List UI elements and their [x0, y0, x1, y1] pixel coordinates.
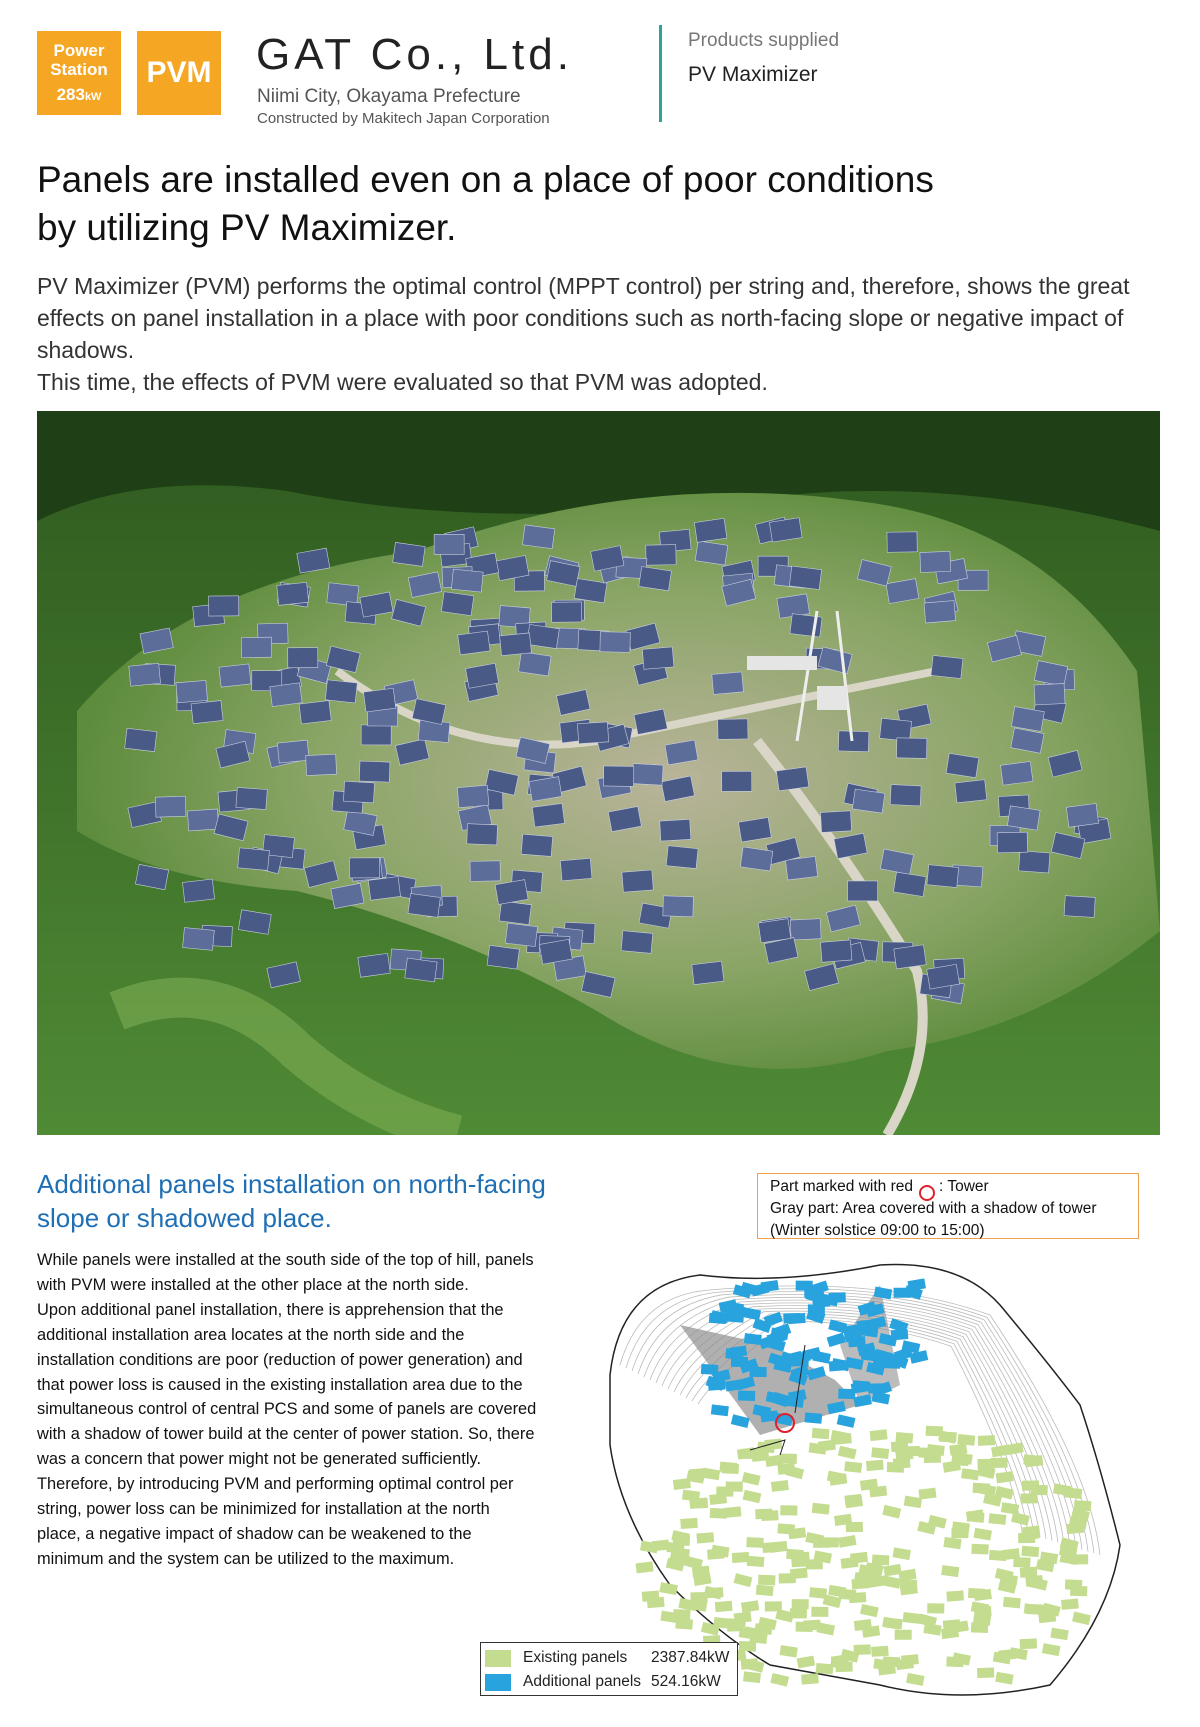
- existing-panel: [724, 1506, 742, 1518]
- existing-panel: [990, 1458, 1007, 1468]
- existing-panel: [866, 1460, 884, 1471]
- existing-panel: [943, 1619, 961, 1630]
- photo-panel: [470, 861, 500, 882]
- key-additional-label: Additional panels: [523, 1673, 642, 1690]
- photo-panel: [487, 945, 519, 969]
- photo-panel: [931, 655, 963, 678]
- layout-map: [580, 1165, 1180, 1722]
- blue-swatch-icon: [485, 1674, 511, 1691]
- badge-line2: Station: [50, 60, 108, 79]
- photo-panel: [560, 858, 592, 880]
- photo-panel: [408, 894, 440, 918]
- photo-panel: [695, 541, 728, 565]
- photo-panel: [785, 856, 817, 880]
- photo-panel: [467, 824, 498, 845]
- existing-panel: [887, 1462, 904, 1473]
- photo-panel: [887, 532, 917, 552]
- photo-panel: [838, 731, 869, 752]
- photo-panel: [666, 846, 698, 869]
- page-headline: [37, 156, 1167, 252]
- layout-map-graphic: [580, 1165, 1180, 1722]
- photo-panel: [712, 672, 744, 695]
- photo-panel: [176, 680, 208, 702]
- existing-panel: [971, 1622, 988, 1633]
- existing-panel: [844, 1494, 862, 1506]
- existing-panel: [765, 1601, 782, 1611]
- photo-panel: [621, 931, 653, 954]
- existing-panel: [903, 1446, 920, 1456]
- existing-panel: [846, 1522, 863, 1532]
- photo-panel: [325, 680, 357, 703]
- additional-panel: [731, 1357, 748, 1367]
- existing-panel: [844, 1461, 862, 1473]
- headline-line2: by utilizing PV Maximizer.: [37, 207, 457, 248]
- section-body: [37, 1248, 537, 1572]
- existing-panel: [1020, 1567, 1038, 1578]
- existing-panel: [854, 1619, 872, 1631]
- photo-panel: [1066, 803, 1098, 827]
- photo-panel: [457, 785, 489, 807]
- existing-panel: [803, 1620, 821, 1631]
- photo-panel: [187, 809, 218, 831]
- existing-panel: [777, 1523, 795, 1534]
- photo-panel: [288, 648, 318, 668]
- existing-panel: [691, 1498, 708, 1509]
- key-existing: [485, 1646, 733, 1670]
- key-additional: [485, 1670, 733, 1694]
- photo-panel: [451, 569, 483, 592]
- photo-panel: [191, 701, 223, 724]
- photo-panel: [639, 567, 672, 591]
- additional-panel: [738, 1390, 755, 1400]
- photo-panel: [277, 740, 309, 763]
- existing-panel: [988, 1513, 1006, 1525]
- existing-panel: [743, 1671, 761, 1683]
- existing-panel: [974, 1606, 992, 1617]
- existing-panel: [635, 1561, 653, 1573]
- company-location: Niimi City, Okayama Prefecture: [257, 86, 521, 107]
- existing-panel: [790, 1608, 807, 1618]
- existing-panel: [918, 1488, 936, 1500]
- existing-panel: [849, 1592, 867, 1603]
- photo-panel: [518, 652, 551, 676]
- photo-panel: [740, 847, 773, 871]
- photo-panel: [458, 631, 490, 655]
- photo-panel: [505, 923, 537, 946]
- photo-panel: [532, 803, 564, 827]
- existing-panel: [770, 1673, 789, 1687]
- existing-panel: [967, 1511, 985, 1523]
- existing-panel: [939, 1432, 956, 1443]
- intro-paragraph-1: PV Maximizer (PVM) performs the optimal control (MPPT control) per string and, therefore, shows the great effects on panel installation in a place with poor conditions such as north-facing slope or negative impact of shadows.: [37, 273, 1130, 363]
- existing-panel: [1021, 1546, 1039, 1557]
- existing-panel: [706, 1587, 724, 1598]
- photo-panel: [359, 761, 390, 782]
- section-heading: Additional panels installation on north-facing slope or shadowed place.: [37, 1169, 546, 1233]
- map-key: [480, 1642, 738, 1696]
- photo-panel: [236, 787, 267, 809]
- key-additional-value: 524.16kW: [651, 1673, 721, 1690]
- additional-panel: [868, 1383, 885, 1393]
- key-existing-label: Existing panels: [523, 1649, 628, 1666]
- photo-panel: [718, 719, 748, 740]
- existing-panel: [971, 1544, 988, 1555]
- section-paragraph-3: Therefore, by introducing PVM and performing optimal control per string, power loss can be minimized for installation at the north place, a negative impact of shadow can be weakened to the minimum and the system can be utilized to the maximum.: [37, 1475, 514, 1568]
- existing-panel: [786, 1549, 804, 1560]
- existing-panel: [895, 1630, 912, 1640]
- existing-panel: [951, 1528, 968, 1538]
- existing-panel: [792, 1599, 809, 1609]
- photo-panel: [890, 785, 921, 806]
- existing-panel: [780, 1505, 797, 1515]
- photo-panel: [500, 633, 532, 656]
- photo-panel: [758, 919, 791, 943]
- photo-panel: [183, 928, 215, 951]
- section-paragraph-2: Upon additional panel installation, there is apprehension that the additional installation area locates at the north side and the installation conditions are poor (reduction of power generation) and that power loss is caused in the existing installation area due to the simultaneous control of central PCS and some of panels are covered with a shadow of tower build at the center of power station. So, there was a concern that power might not be generated sufficiently.: [37, 1300, 537, 1469]
- section-paragraph-1: While panels were installed at the south side of the top of hill, panels with PVM were installed at the other place at the north side.: [37, 1251, 534, 1294]
- photo-panel: [277, 582, 309, 605]
- company-name: GAT Co., Ltd.: [256, 30, 573, 79]
- photo-panel: [361, 725, 391, 745]
- gray-note: Gray part: Area covered with a shadow of tower: [770, 1200, 1097, 1217]
- additional-panel: [856, 1319, 874, 1331]
- intro-text: [37, 270, 1167, 398]
- photo-panel: [946, 753, 979, 777]
- existing-panel: [746, 1537, 763, 1548]
- photo-panel: [527, 624, 560, 648]
- photo-panel: [238, 848, 270, 871]
- existing-panel: [896, 1658, 914, 1670]
- photo-panel: [349, 858, 379, 878]
- existing-panel: [770, 1541, 788, 1553]
- existing-panel: [715, 1601, 733, 1612]
- photo-panel: [852, 789, 885, 813]
- header-divider: [659, 25, 662, 122]
- existing-panel: [758, 1575, 775, 1586]
- photo-panel: [577, 722, 608, 744]
- products-label: Products supplied: [688, 30, 840, 51]
- green-swatch-icon: [485, 1650, 511, 1667]
- photo-panel: [209, 596, 239, 616]
- photo-panel: [776, 767, 808, 791]
- photo-panel: [499, 901, 531, 925]
- photo-panel: [368, 877, 400, 901]
- badge-capacity-unit: kW: [84, 91, 102, 103]
- existing-panel: [977, 1668, 994, 1679]
- additional-panel: [709, 1313, 727, 1324]
- existing-panel: [968, 1588, 986, 1599]
- existing-panel: [801, 1673, 819, 1684]
- photo-panel: [155, 796, 186, 817]
- key-existing-value: 2387.84kW: [651, 1649, 730, 1666]
- existing-panel: [1020, 1638, 1037, 1649]
- photo-panel: [663, 896, 694, 917]
- additional-panel: [744, 1333, 762, 1345]
- photo-panel: [660, 819, 691, 841]
- existing-panel: [809, 1587, 827, 1599]
- photo-panel: [1034, 683, 1065, 704]
- photo-panel: [790, 919, 821, 940]
- red-circle-icon: [919, 1185, 935, 1201]
- photo-panel: [632, 764, 663, 786]
- photo-panel: [920, 551, 951, 572]
- photo-panel: [522, 525, 554, 549]
- photo-panel: [722, 771, 752, 791]
- photo-panel: [789, 566, 821, 589]
- existing-panel: [755, 1509, 772, 1520]
- existing-panel: [1022, 1525, 1040, 1537]
- existing-panel: [673, 1535, 691, 1546]
- existing-panel: [811, 1607, 828, 1617]
- photo-panel: [924, 601, 956, 623]
- photo-panel: [358, 953, 390, 977]
- existing-panel: [1074, 1500, 1091, 1511]
- existing-panel: [1026, 1604, 1043, 1614]
- existing-panel: [771, 1480, 789, 1492]
- additional-panel: [711, 1404, 729, 1416]
- time-note: (Winter solstice 09:00 to 15:00): [770, 1222, 985, 1239]
- pvm-badge: PVM: [137, 31, 221, 115]
- additional-panel: [853, 1380, 871, 1391]
- existing-panel: [741, 1449, 758, 1459]
- constructor-note: Constructed by Makitech Japan Corporation: [257, 110, 550, 127]
- existing-panel: [1003, 1597, 1021, 1609]
- existing-panel: [812, 1428, 830, 1439]
- existing-panel: [716, 1487, 733, 1497]
- power-station-badge: [37, 31, 121, 115]
- photo-panel: [848, 881, 878, 901]
- aerial-photo-graphic: [37, 411, 1160, 1135]
- photo-panel: [1064, 896, 1095, 918]
- photo-panel: [694, 518, 727, 542]
- badge-line1: Power: [53, 41, 105, 60]
- map-annotation: [757, 1173, 1139, 1239]
- additional-panel: [750, 1367, 767, 1377]
- tower-note-suffix: : Tower: [939, 1178, 989, 1195]
- existing-panel: [756, 1585, 774, 1596]
- photo-panel: [552, 602, 582, 622]
- photo-panel: [603, 766, 633, 786]
- existing-panel: [871, 1646, 889, 1657]
- photo-panel: [1019, 851, 1050, 873]
- additional-panel: [808, 1304, 825, 1314]
- additional-panel: [788, 1313, 806, 1324]
- existing-panel: [680, 1518, 698, 1529]
- photo-panel: [343, 781, 374, 803]
- photo-panel: [927, 865, 959, 888]
- photo-panel: [363, 688, 395, 712]
- existing-panel: [998, 1649, 1016, 1661]
- existing-panel: [675, 1618, 693, 1629]
- headline-line1: Panels are installed even on a place of poor conditions: [37, 159, 934, 200]
- aerial-photo: [37, 411, 1160, 1135]
- existing-panel: [927, 1444, 945, 1456]
- photo-panel: [600, 632, 630, 653]
- existing-panel: [957, 1434, 975, 1446]
- existing-panel: [720, 1462, 738, 1473]
- existing-panel: [739, 1641, 756, 1652]
- photo-panel: [441, 592, 474, 616]
- badge-capacity: [37, 85, 121, 105]
- existing-panel: [854, 1644, 871, 1655]
- existing-panel: [870, 1429, 888, 1441]
- badge-capacity-value: 283: [56, 85, 85, 104]
- existing-panel: [900, 1580, 917, 1590]
- existing-panel: [989, 1550, 1007, 1561]
- photo-panel: [997, 832, 1027, 853]
- intro-paragraph-2: This time, the effects of PVM were evaluated so that PVM was adopted.: [37, 369, 768, 395]
- tower-note: [770, 1176, 1126, 1198]
- products-value: PV Maximizer: [688, 63, 818, 86]
- photo-panel: [893, 872, 926, 896]
- photo-panel: [125, 728, 157, 751]
- existing-panel: [1023, 1454, 1041, 1465]
- existing-panel: [732, 1552, 750, 1563]
- photo-panel: [241, 637, 271, 657]
- photo-panel: [306, 754, 337, 775]
- existing-panel: [1066, 1523, 1084, 1534]
- existing-panel: [812, 1503, 830, 1515]
- existing-panel: [707, 1548, 725, 1559]
- photo-panel: [405, 958, 437, 982]
- photo-panel: [821, 811, 852, 833]
- existing-panel: [727, 1621, 744, 1631]
- existing-panel: [1061, 1598, 1079, 1609]
- photo-panel: [692, 961, 724, 984]
- additional-panel: [804, 1412, 822, 1423]
- existing-panel: [747, 1556, 765, 1567]
- photo-panel: [1007, 806, 1040, 830]
- existing-panel: [816, 1663, 834, 1674]
- existing-panel: [946, 1590, 964, 1601]
- photo-panel: [129, 663, 161, 686]
- existing-panel: [869, 1486, 887, 1498]
- existing-panel: [741, 1658, 759, 1670]
- existing-panel: [1021, 1493, 1038, 1503]
- tower-note-prefix: Part marked with red: [770, 1178, 913, 1195]
- photo-panel: [574, 579, 607, 603]
- photo-panel: [894, 945, 927, 969]
- existing-panel: [871, 1447, 889, 1459]
- existing-panel: [1070, 1586, 1087, 1597]
- photo-panel: [521, 834, 552, 856]
- existing-panel: [647, 1597, 665, 1608]
- photo-panel: [897, 738, 927, 759]
- photo-panel: [270, 683, 302, 707]
- existing-panel: [978, 1435, 995, 1446]
- photo-panel: [299, 701, 331, 724]
- existing-panel: [872, 1554, 890, 1565]
- photo-panel: [642, 647, 674, 669]
- existing-panel: [1013, 1557, 1030, 1568]
- photo-panel: [769, 518, 802, 542]
- photo-panel: [820, 940, 851, 962]
- existing-panel: [696, 1532, 714, 1543]
- photo-panel: [1001, 761, 1033, 785]
- photo-panel: [418, 720, 450, 743]
- existing-panel: [779, 1573, 796, 1583]
- additional-panel: [829, 1360, 847, 1371]
- photo-panel: [219, 664, 251, 687]
- photo-panel: [182, 879, 214, 902]
- photo-panel: [434, 534, 464, 554]
- photo-panel: [955, 780, 987, 803]
- photo-panel: [646, 545, 676, 566]
- existing-panel: [927, 1603, 944, 1613]
- existing-panel: [834, 1433, 852, 1444]
- existing-panel: [840, 1557, 858, 1569]
- existing-panel: [903, 1612, 921, 1624]
- photo-panel: [622, 870, 653, 892]
- photo-panel: [393, 542, 425, 566]
